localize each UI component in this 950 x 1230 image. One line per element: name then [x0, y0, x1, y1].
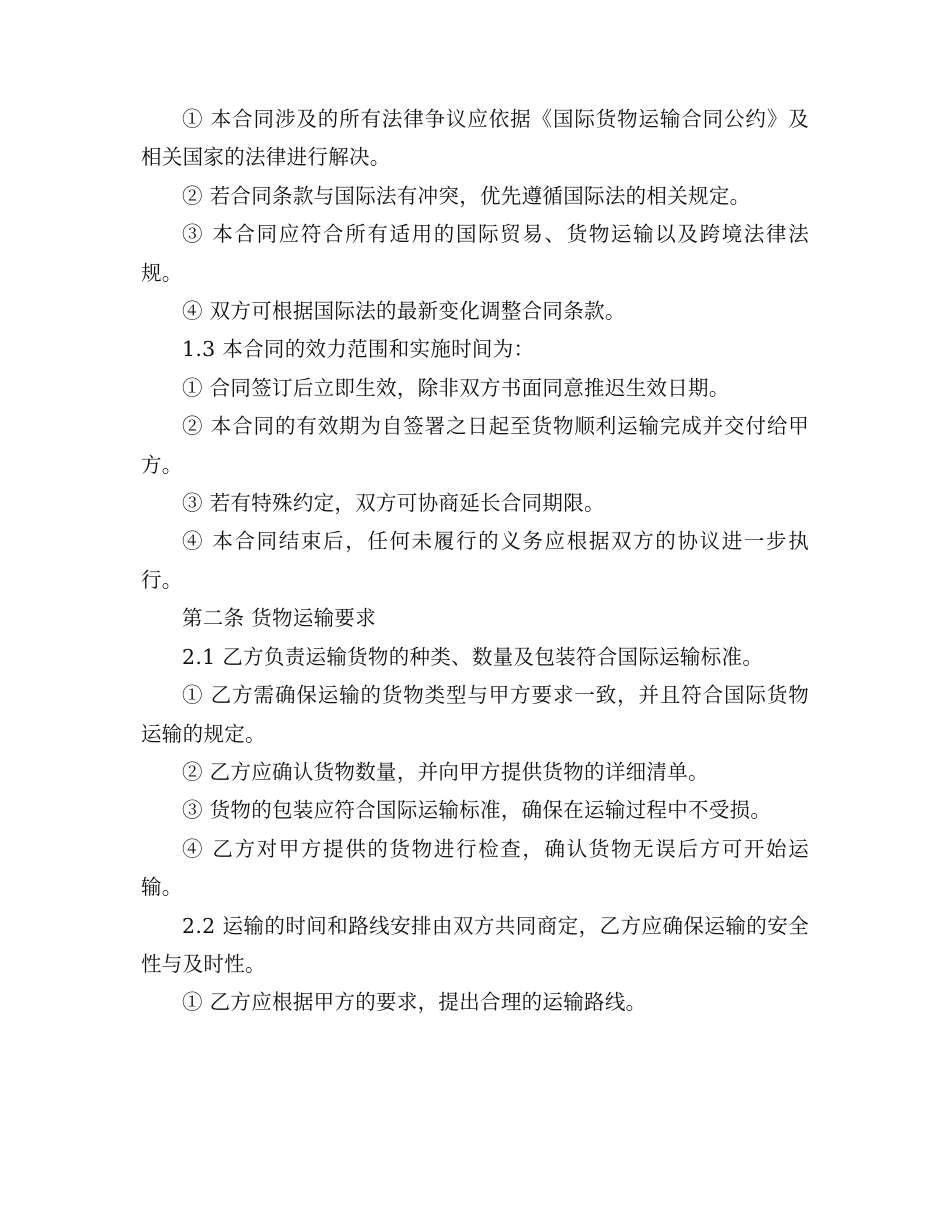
section-heading-1-3: 1.3 本合同的效力范围和实施时间为： [182, 337, 535, 362]
paragraph-extension: ③ 若有特殊约定，双方可协商延长合同期限。 [182, 491, 605, 516]
article-heading-2: 第二条 货物运输要求 [182, 606, 377, 631]
paragraph-conflict-priority: ② 若合同条款与国际法有冲突，优先遵循国际法的相关规定。 [182, 183, 751, 208]
document-body [141, 100, 809, 1022]
paragraph-route-proposal: ① 乙方应根据甲方的要求，提出合理的运输路线。 [182, 990, 647, 1015]
paragraph-cargo-packaging: ③ 货物的包装应符合国际运输标准，确保在运输过程中不受损。 [182, 798, 772, 823]
paragraph-law-dispute: ① 本合同涉及的所有法律争议应依据《国际货物运输合同公约》及相关国家的法律进行解决。 [141, 107, 809, 170]
paragraph-compliance: ③ 本合同应符合所有适用的国际贸易、货物运输以及跨境法律法规。 [141, 222, 809, 285]
paragraph-cargo-inspection: ④ 乙方对甲方提供的货物进行检查，确认货物无误后方可开始运输。 [141, 836, 809, 900]
paragraph-cargo-quantity: ② 乙方应确认货物数量，并向甲方提供货物的详细清单。 [182, 759, 709, 784]
paragraph-after-termination: ④ 本合同结束后，任何未履行的义务应根据双方的协议进一步执行。 [141, 529, 809, 592]
paragraph-cargo-type: ① 乙方需确保运输的货物类型与甲方要求一致，并且符合国际货物运输的规定。 [141, 683, 809, 746]
section-heading-2-1: 2.1 乙方负责运输货物的种类、数量及包装符合国际运输标准。 [182, 644, 764, 669]
paragraph-validity-period: ② 本合同的有效期为自签署之日起至货物顺利运输完成并交付给甲方。 [141, 414, 809, 477]
paragraph-adjust-terms: ④ 双方可根据国际法的最新变化调整合同条款。 [182, 299, 626, 324]
section-heading-2-2: 2.2 运输的时间和路线安排由双方共同商定，乙方应确保运输的安全性与及时性。 [141, 913, 809, 976]
paragraph-effective-upon-signing: ① 合同签订后立即生效，除非双方书面同意推迟生效日期。 [182, 375, 730, 400]
